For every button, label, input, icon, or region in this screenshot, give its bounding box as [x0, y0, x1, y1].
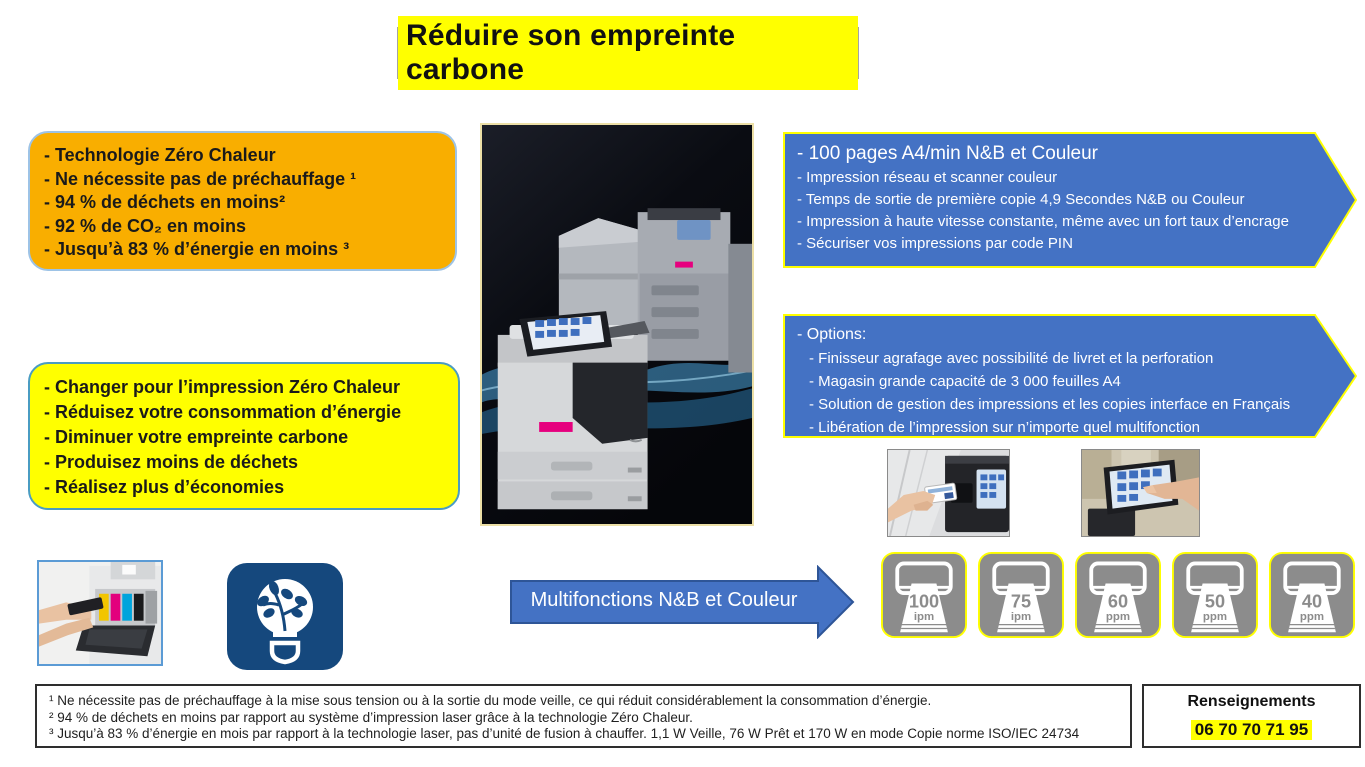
speed-value: 60 [1107, 591, 1129, 612]
touchscreen-photo [1081, 449, 1200, 537]
eco-bulb-icon [227, 563, 343, 670]
page-title: Réduire son empreinte carbone [398, 16, 858, 90]
option-item: - Magasin grande capacité de 3 000 feuilles A4 [809, 373, 1121, 390]
benefits-box [28, 131, 457, 271]
speed-icons-row [881, 551, 1355, 639]
footnote-3: ³ Jusqu’à 83 % d’énergie en mois par rapport à la technologie laser, pas d’unité de fusion à chauffer. 1,1 W Veille, 76 W Prêt et 170 W en mode Copie norme ISO/IEC 24734 [49, 726, 1080, 741]
speed-icon-60ppm [1075, 551, 1161, 639]
features-headline: - 100 pages A4/min N&B et Couleur [797, 143, 1099, 164]
badge-reader-illustration [888, 450, 1009, 536]
printers-illustration [482, 125, 752, 524]
action-item: - Réduisez votre consommation d’énergie [44, 402, 402, 422]
ink-cartridge-illustration [39, 562, 161, 664]
features-arrow [783, 132, 1357, 268]
printer-speed-icon [1075, 551, 1161, 639]
speed-icon-100ipm [881, 551, 967, 639]
footnote-2: ² 94 % de déchets en moins par rapport au système d’impression laser grâce à la technologie Zéro Chaleur. [49, 709, 693, 725]
speed-unit: ppm [1105, 610, 1131, 623]
footnote-1: ¹ Ne nécessite pas de préchauffage à la mise sous tension ou à la sortie du mode veille, ce qui réduit considérablement la consommation d’énergie. [49, 693, 932, 708]
printer-speed-icon [1269, 551, 1355, 639]
option-item: - Finisseur agrafage avec possibilité de livret et la perforation [809, 350, 1214, 367]
options-headline: - Options: [797, 326, 867, 343]
speed-value: 75 [1010, 591, 1032, 612]
banner-label: Multifonctions N&B et Couleur [530, 588, 798, 611]
eco-bulb-illustration [227, 563, 343, 670]
speed-value: 50 [1204, 591, 1226, 612]
ink-cartridge-photo [37, 560, 163, 666]
benefit-item: - 94 % de déchets en moins² [44, 192, 286, 212]
badge-reader-photo [887, 449, 1010, 537]
options-arrow [783, 314, 1357, 438]
contact-box [1142, 684, 1361, 748]
footnotes-box [35, 684, 1132, 748]
feature-item: - Sécuriser vos impressions par code PIN [797, 235, 1073, 252]
action-item: - Produisez moins de déchets [44, 452, 299, 472]
speed-icon-40ppm [1269, 551, 1355, 639]
speed-icon-75ipm [978, 551, 1064, 639]
printer-speed-icon [1172, 551, 1258, 639]
speed-value: 100 [908, 591, 940, 612]
action-item: - Diminuer votre empreinte carbone [44, 427, 349, 447]
benefit-item: - Jusqu’à 83 % d’énergie en moins ³ [44, 239, 350, 259]
feature-item: - Impression à haute vitesse constante, même avec un fort taux d’encrage [797, 213, 1289, 230]
speed-unit: ipm [913, 610, 935, 623]
action-item: - Réalisez plus d’économies [44, 477, 285, 497]
speed-unit: ppm [1202, 610, 1228, 623]
speed-unit: ppm [1299, 610, 1325, 623]
banner-arrow [510, 565, 855, 639]
speed-value: 40 [1301, 591, 1323, 612]
option-item: - Solution de gestion des impressions et les copies interface en Français [809, 396, 1291, 413]
printers-photo [480, 123, 754, 526]
benefit-item: - Ne nécessite pas de préchauffage ¹ [44, 168, 357, 189]
page-title-box [397, 19, 859, 86]
benefit-item: - 92 % de CO₂ en moins [44, 215, 247, 236]
option-item: - Libération de l’impression sur n’importe quel multifonction [809, 419, 1201, 436]
action-item: - Changer pour l’impression Zéro Chaleur [44, 377, 401, 397]
speed-icon-50ppm [1172, 551, 1258, 639]
actions-box [28, 362, 460, 510]
printer-speed-icon [978, 551, 1064, 639]
contact-phone: 06 70 70 71 95 [1191, 720, 1312, 740]
contact-title: Renseignements [1187, 693, 1316, 710]
feature-item: - Temps de sortie de première copie 4,9 Secondes N&B ou Couleur [797, 191, 1245, 208]
benefit-item: - Technologie Zéro Chaleur [44, 145, 276, 165]
speed-unit: ipm [1010, 610, 1032, 623]
feature-item: - Impression réseau et scanner couleur [797, 169, 1058, 186]
touchscreen-illustration [1082, 450, 1199, 536]
printer-speed-icon [881, 551, 967, 639]
